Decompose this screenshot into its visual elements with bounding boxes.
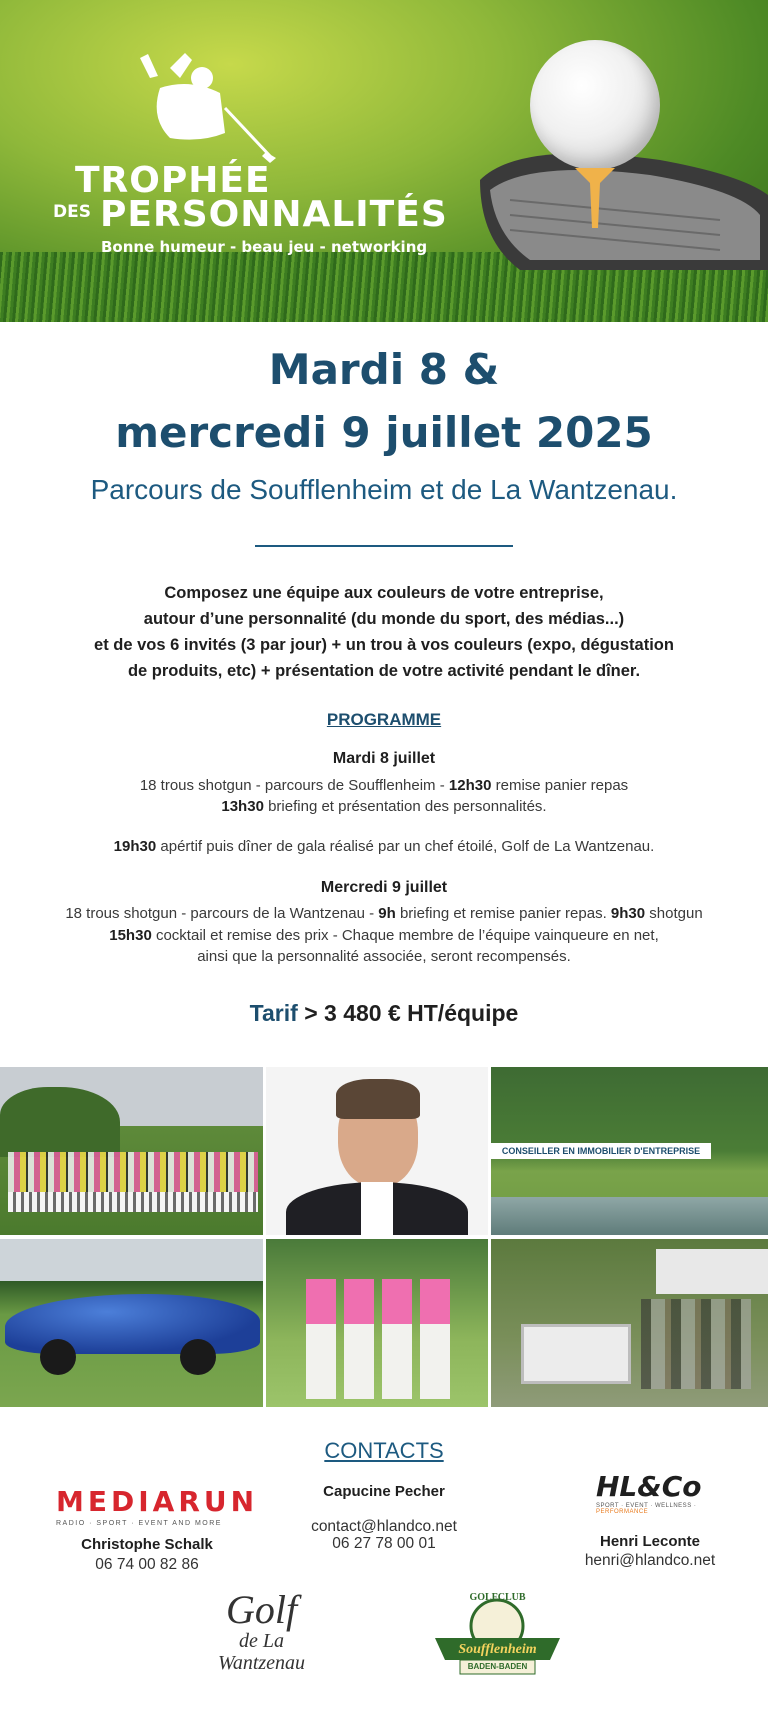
hero-banner bbox=[0, 0, 768, 322]
mediarun-logo bbox=[56, 1485, 258, 1527]
golfclub-soufflenheim-logo bbox=[430, 1588, 565, 1688]
contacts-title: CONTACTS bbox=[324, 1438, 444, 1463]
text-span: briefing et remise panier repas. bbox=[395, 905, 611, 922]
event-date-line2: mercredi 9 juillet 2025 bbox=[115, 408, 653, 457]
hlco-subtitle-a: SPORT · EVENT · WELLNESS · bbox=[596, 1503, 697, 1509]
hlco-wordmark: HL&Co bbox=[596, 1470, 702, 1503]
photo-spa bbox=[491, 1239, 768, 1407]
time-span: 9h bbox=[378, 905, 396, 922]
photo-players bbox=[266, 1239, 488, 1407]
contact-email-leconte[interactable]: henri@hlandco.net bbox=[584, 1552, 716, 1569]
golf-logo-line3: Wantzenau bbox=[218, 1652, 306, 1674]
photo-group bbox=[0, 1067, 263, 1235]
golfclub-badge-icon bbox=[430, 1588, 565, 1688]
time-span: 19h30 bbox=[113, 838, 157, 855]
pitch-text bbox=[30, 580, 738, 684]
pitch-line: et de vos 6 invités (3 par jour) + un trou à vos couleurs (expo, dégustation bbox=[94, 636, 674, 654]
text-span: 18 trous shotgun - parcours de la Wantzenau - bbox=[65, 905, 379, 922]
golfclub-banner-text: Soufflenheim bbox=[458, 1642, 537, 1657]
mediarun-wordmark: MEDIARUN bbox=[56, 1485, 259, 1518]
photo-personality bbox=[266, 1067, 488, 1235]
pitch-line: Composez une équipe aux couleurs de votre entreprise, bbox=[164, 584, 604, 602]
contact-name-pecher: Capucine Pecher bbox=[323, 1483, 445, 1500]
event-date-line1: Mardi 8 & bbox=[268, 345, 500, 394]
golf-logo-line1: Golf bbox=[225, 1587, 298, 1632]
time-span: 13h30 bbox=[221, 798, 264, 815]
contact-name-leconte: Henri Leconte bbox=[599, 1533, 701, 1550]
tarif-line bbox=[0, 1000, 768, 1027]
pitch-line: de produits, etc) + présentation de votre activité pendant le dîner. bbox=[127, 662, 641, 680]
day1-line1 bbox=[0, 777, 768, 794]
hlco-subtitle-b: PERFORMANCE bbox=[596, 1509, 649, 1515]
day1-title: Mardi 8 juillet bbox=[332, 750, 436, 767]
time-span: 12h30 bbox=[448, 777, 492, 794]
golfer-silhouette-icon bbox=[130, 48, 280, 168]
tarif-value: > 3 480 € HT/équipe bbox=[297, 1000, 519, 1026]
trophy-tagline: Bonne humeur - beau jeu - networking bbox=[101, 238, 428, 256]
golf-tee-icon bbox=[570, 168, 620, 228]
contact-name-schalk: Christophe Schalk bbox=[81, 1536, 213, 1553]
course-banner: CONSEILLER EN IMMOBILIER D'ENTREPRISE bbox=[491, 1143, 711, 1159]
photo-course-banner bbox=[491, 1067, 768, 1235]
contact-email-pecher[interactable]: contact@hlandco.net bbox=[311, 1518, 457, 1535]
contact-phone-pecher: 06 27 78 00 01 bbox=[332, 1535, 436, 1552]
hlco-logo bbox=[596, 1470, 722, 1515]
text-span: 18 trous shotgun - parcours de Soufflenheim - bbox=[139, 777, 449, 794]
day2-title: Mercredi 9 juillet bbox=[320, 879, 448, 896]
trophy-title-des: DES bbox=[53, 202, 91, 222]
time-span: 9h30 bbox=[610, 905, 646, 922]
text-span: briefing et présentation des personnalités. bbox=[263, 798, 547, 815]
text-span: apértif puis dîner de gala réalisé par un chef étoilé, Golf de La Wantzenau. bbox=[156, 838, 655, 855]
trophy-title-line2: PERSONNALITÉS bbox=[100, 194, 448, 235]
programme-title: PROGRAMME bbox=[326, 710, 442, 729]
photo-grid bbox=[0, 1067, 768, 1407]
day1-line2 bbox=[0, 798, 768, 815]
golfclub-top-text: GOLFCLUB bbox=[469, 1592, 526, 1603]
contact-phone-schalk: 06 74 00 82 86 bbox=[95, 1556, 199, 1573]
event-venue: Parcours de Soufflenheim et de La Wantzenau. bbox=[90, 474, 678, 505]
golfclub-sub-text: BADEN-BADEN bbox=[467, 1662, 528, 1671]
golf-wantzenau-logo bbox=[218, 1587, 306, 1674]
text-span: cocktail et remise des prix - Chaque membre de l’équipe vainqueure en net, bbox=[151, 927, 659, 944]
day2-line3: ainsi que la personnalité associée, seront recompensés. bbox=[197, 948, 571, 965]
photo-car bbox=[0, 1239, 263, 1407]
golf-ball-icon bbox=[530, 40, 660, 170]
time-span: 15h30 bbox=[109, 927, 152, 944]
mediarun-subtitle: RADIO · SPORT · EVENT AND MORE bbox=[56, 1520, 222, 1527]
hlco-subtitle bbox=[596, 1503, 722, 1515]
text-span: remise panier repas bbox=[491, 777, 629, 794]
day1-line3 bbox=[0, 838, 768, 855]
text-span: shotgun bbox=[645, 905, 703, 922]
pitch-line: autour d’une personnalité (du monde du sport, des médias...) bbox=[143, 610, 625, 628]
golf-logo-line2: de La bbox=[239, 1630, 285, 1652]
section-divider bbox=[255, 545, 513, 547]
day2-line2 bbox=[0, 927, 768, 944]
trophy-title-line1: TROPHÉE bbox=[75, 160, 271, 201]
day2-line1 bbox=[0, 905, 768, 922]
tarif-label: Tarif bbox=[249, 1000, 298, 1026]
